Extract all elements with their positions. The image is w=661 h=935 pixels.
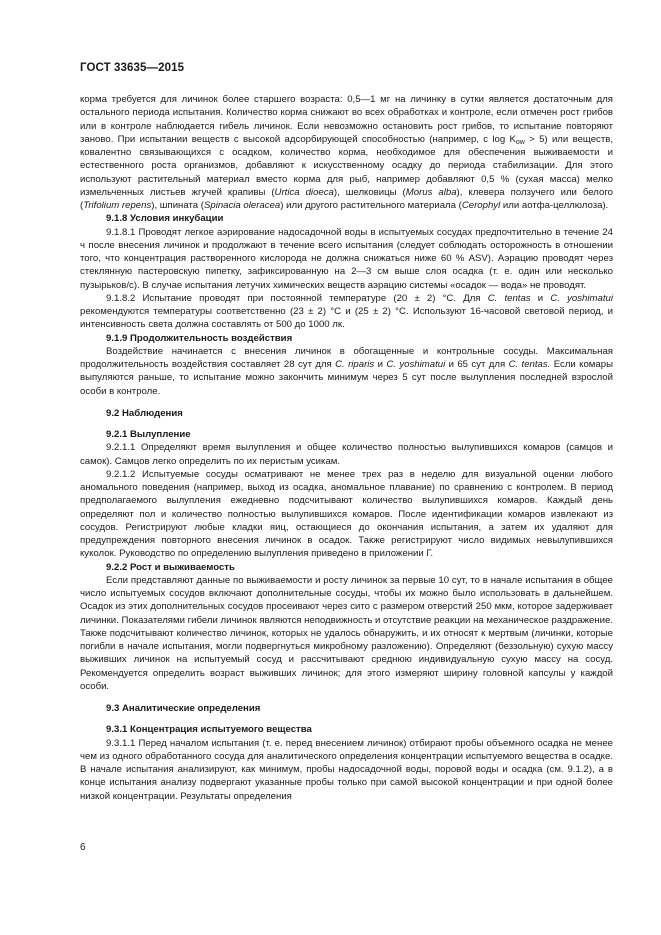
paragraph-9-2-2: Если представляют данные по выживаемости и росту личинок за первые 10 сут, то в начале испытания в общее число испытуемых сосудов включают дополнительные сосуды, чтобы их можно было использовать в дальнейшем. Осадок из этих дополнительных сосудов просеивают через сито с размером отверстий 250 мкм, которое задерживает личинки. Показателями гибели личинок являются неподвижность и отсутствие реакции на механическое раздражение. Также подсчитывают количество личинок, которых не удалось обнаружить, и их относят к мертвым (личинки, которые погибли в начале испытания, могли подвергнуться микробному разложению). Определяют (беззольную) сухую массу выживших личинок на испытуемый сосуд и рассчитывают среднюю индивидуальную сухую массу на сосуд. Рекомендуется определить возраст выживших личинок; для этого измеряют ширину головной капсулы у каждой особи. <box>80 574 613 692</box>
paragraph-9-2-1-1: 9.2.1.1 Определяют время вылупления и общее количество полностью вылупившихся комаров (самцов и самок). Самцов легко определить по их перистым усикам. <box>80 442 613 467</box>
heading-9-3-1: 9.3.1 Концентрация испытуемого вещества <box>106 724 312 736</box>
heading-9-3: 9.3 Аналитические определения <box>106 703 261 714</box>
heading-9-2-2: 9.2.2 Рост и выживаемость <box>106 561 235 573</box>
document-body <box>80 93 613 803</box>
paragraph-9-3-1-1: 9.3.1.1 Перед началом испытания (т. е. перед внесением личинок) отбирают пробы объемного осадка не менее чем из одного обработанного сосуда для аналитического определения концентрации испытуемого вещества в осадке. В начале испытания анализируют, как минимум, пробы надосадочной воды, поровой воды и осадка (см. 9.1.2), а в конце испытания анализу подвергают указанные пробы только при самой высокой концентрации и при одной более низкой концентрации. Результаты определения <box>80 737 613 802</box>
heading-9-1-8: 9.1.8 Условия инкубации <box>106 213 224 225</box>
document-header: ГОСТ 33635—2015 <box>80 62 185 74</box>
heading-9-1-9: 9.1.9 Продолжительность воздействия <box>106 332 293 344</box>
paragraph-9-2-1-2: 9.2.1.2 Испытуемые сосуды осматривают не менее трех раз в неделю для визуальной оценки любого аномального поведения (например, выход из осадка, аномальное плавание) по сравнению с контролем. В период предполагаемого вылупления ежедневно подсчитывают количество вылупившихся комаров. Каждый день определяют пол и количество полностью вылупившихся комаров. После идентификации комаров извлекают из сосудов. Регистрируют любые кладки яиц, остающиеся до окончания испытания, а затем их удаляют для предупреждения повторного внесения личинок в осадок. Также регистрируют число видимых невылупившихся куколок. Руководство по определению вылупления приведено в приложении Г. <box>80 468 613 560</box>
page-number: 6 <box>80 842 86 853</box>
heading-9-2-1: 9.2.1 Вылупление <box>106 429 191 440</box>
paragraph-feeding: корма требуется для личинок более старшего возраста: 0,5—1 мг на личинку в сутки является достаточным для остального периода испытания. Количество корма снижают во всех обработках и контроле, если отмечен рост грибов или в контроле наблюдается гибель личинок. Если невозможно остановить рост грибов, то испытание повторяют заново. При испытании веществ с высокой адсорбирующей способностью (например, c $\log K_{ow} > 5$) или веществ, ковалентно связывающихся с осадком, количество корма, необходимое для обеспечения выживаемости и естественного роста организмов, добавляют к искусственному осадку до периода стабилизации. Для этого используют растительный материал вместо корма для рыб, например добавляют 0,5 % (сухая масса) мелко измельченных листьев жгучей крапивы (Urtica dioeca), шелковицы (Morus alba), клевера ползучего или белого (Trifolium repens), шпината (Spinacia oleracea) или другого растительного материала (Cerophyl или аотфа-целлюлоза). <box>80 94 613 211</box>
paragraph-9-1-8-2: 9.1.8.2 Испытание проводят при постоянной температуре (20 ± 2) °С. Для C. tentas и C. yoshimatui рекомендуются температуры соответственно (23 ± 2) °С и (25 ± 2) °С. Используют 16-часовой световой период, и интенсивность света должна составлять от 500 до 1000 лк. <box>80 292 613 331</box>
paragraph-9-1-9: Воздействие начинается с внесения личинок в обогащенные и контрольные сосуды. Максимальная продолжительность воздействия составляет 28 сут для C. riparis и C. yoshimatui и 65 сут для C. tentas. Если комары выпуляются раньше, то испытание можно закончить минимум через 5 сут после вылупления последней взрослой особи в контроле. <box>80 345 613 397</box>
paragraph-9-1-8-1: 9.1.8.1 Проводят легкое аэрирование надосадочной воды в испытуемых сосудах предпочтительно в течение 24 ч после внесения личинок и продолжают в течение всего испытания (следует соблюдать осторожность в отношении того, что концентрация растворенного кислорода не должна снижаться ниже 60 % ASV). Аэрацию проводят через стеклянную пастеровскую пипетку, зафиксированную на 2—3 см выше слоя осадка (т. е. один или несколько пузырьков/с). В случае испытания летучих химических веществ аэрацию системы «осадок — вода» не проводят. <box>80 226 613 291</box>
heading-9-2: 9.2 Наблюдения <box>106 407 183 419</box>
